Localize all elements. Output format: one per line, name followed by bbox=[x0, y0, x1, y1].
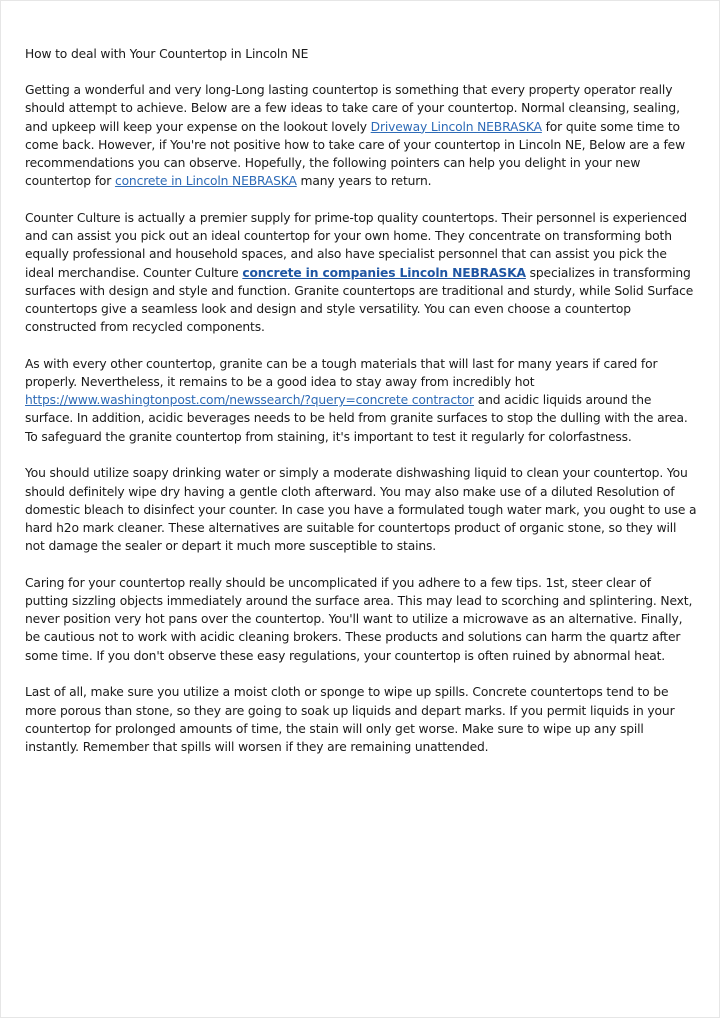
paragraph-text: Counter Culture is actually a premier supply for prime-top quality countertops. Their personnel is experienced and can assist you pick out an ideal countertop for your own home. They concentrate on transforming both equally professional and household spaces, and also have specialist personnel that can assist you pick the ideal merchandise. Counter Culture bbox=[25, 210, 687, 280]
link-concrete-companies[interactable]: concrete in companies Lincoln NEBRASKA bbox=[242, 265, 526, 280]
paragraph-2 bbox=[25, 209, 697, 336]
link-driveway-lincoln[interactable]: Driveway Lincoln NEBRASKA bbox=[370, 119, 542, 134]
paragraph-text: As with every other countertop, granite can be a tough materials that will last for many years if cared for properly. Nevertheless, it remains to be a good idea to stay away from incredibly hot bbox=[25, 356, 658, 390]
paragraph-text: and acidic liquids around the surface. In addition, acidic beverages needs to be held from granite surfaces to stop the dulling with the area. To safeguard the granite countertop from staining, it's important to test it regularly for colorfastness. bbox=[25, 393, 688, 444]
document-title: How to deal with Your Countertop in Lincoln NE bbox=[25, 47, 309, 61]
paragraph-text: specializes in transforming surfaces with design and style and function. Granite countertops are traditional and sturdy, while Solid Surface countertops give a seamless look and design and style versatility. You can even choose a countertop constructed from recycled components. bbox=[25, 265, 694, 335]
paragraph-3 bbox=[25, 355, 697, 446]
link-washingtonpost-search[interactable]: https://www.washingtonpost.com/newssearch/?query=concrete contractor bbox=[25, 393, 474, 408]
paragraph-6: Last of all, make sure you utilize a moist cloth or sponge to wipe up spills. Concrete countertops tend to be more porous than stone, so they are going to soak up liquids and depart marks. If you permit liquids in your countertop for prolonged amounts of time, the stain will only get worse. Make sure to wipe up any spill instantly. Remember that spills will worsen if they are remaining unattended. bbox=[25, 685, 675, 754]
paragraph-text: many years to return. bbox=[296, 174, 432, 189]
paragraph-text: Getting a wonderful and very long-Long lasting countertop is something that every property operator really should attempt to achieve. Below are a few ideas to take care of your countertop. Normal cleansing, sealing, and upkeep will keep your expense on the lookout lovely bbox=[25, 83, 680, 134]
paragraph-4: You should utilize soapy drinking water or simply a moderate dishwashing liquid to clean your countertop. You should definitely wipe dry having a gentle cloth afterward. You may also make use of a diluted Resolution of domestic bleach to disinfect your counter. In case you have a formulated tough water mark, you ought to use a hard h2o mark cleaner. These alternatives are suitable for countertops product of organic stone, so they will not damage the sealer or depart it much more susceptible to stains. bbox=[25, 466, 697, 554]
link-concrete-lincoln[interactable]: concrete in Lincoln NEBRASKA bbox=[114, 174, 297, 189]
paragraph-5: Caring for your countertop really should be uncomplicated if you adhere to a few tips. 1st, steer clear of putting sizzling objects immediately around the surface area. This may lead to scorching and splintering. Next, never position very hot pans over the countertop. You'll want to utilize a microwave as an alternative. Finally, be cautious not to work with acidic cleaning brokers. These products and solutions can harm the quartz after some time. If you don't observe these easy regulations, your countertop is often ruined by abnormal heat. bbox=[25, 575, 693, 663]
paragraph-text: for quite some time to come back. However, if You're not positive how to take care of your countertop in Lincoln NE, Below are a few recommendations you can observe. Hopefully, the following pointers can help you delight in your new countertop for bbox=[25, 119, 685, 189]
paragraph-1 bbox=[25, 81, 697, 190]
document-body bbox=[25, 45, 697, 775]
